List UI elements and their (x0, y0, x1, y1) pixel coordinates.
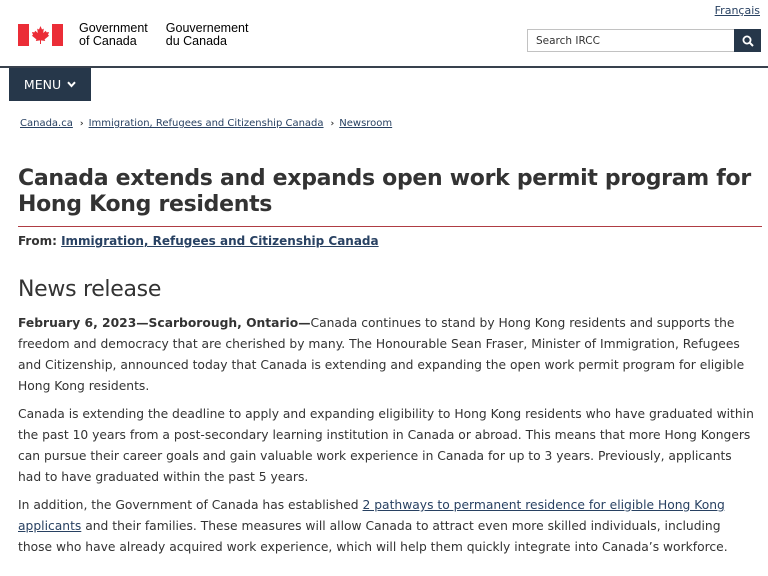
paragraph-3-text-end: and their families. These measures will allow Canada to attract even more skilled individuals, including those who have already acquired work experience, which will help them quickly integrate into Canada’s workforce. (18, 519, 728, 554)
dateline: February 6, 2023—Scarborough, Ontario— (18, 316, 311, 330)
paragraph-1 (18, 313, 758, 397)
site-header (0, 22, 768, 66)
signature-fr-line2: du Canada (165, 34, 227, 48)
menu-label: MENU (23, 77, 62, 92)
canada-flag-icon (18, 24, 63, 46)
page-title: Canada extends and expands open work permit program for Hong Kong residents (18, 166, 751, 217)
signature-en-line1: Government (79, 21, 148, 35)
title-underline (18, 226, 762, 227)
search-form (527, 29, 761, 52)
paragraph-3 (18, 495, 758, 558)
paragraph-2: Canada is extending the deadline to apply and expanding eligibility to Hong Kong residents who have graduated within the past 10 years from a post-secondary learning institution in Canada or abroad. This means that more Hong Kongers can pursue their career goals and gain valuable work experience in Canada for up to 3 years. Previously, applicants had to have graduated within the past 5 years. (18, 407, 754, 484)
signature-english (79, 22, 148, 48)
pathways-link[interactable]: 2 pathways to permanent residence for eligible Hong Kong applicants (18, 498, 725, 533)
search-input[interactable] (527, 29, 734, 52)
breadcrumb-link-ircc[interactable]: Immigration, Refugees and Citizenship Canada (88, 118, 324, 129)
from-line (18, 234, 379, 248)
paragraph-1-text: Canada continues to stand by Hong Kong residents and supports the freedom and democracy that are cherished by many. The Honourable Sean Fraser, Minister of Immigration, Refugees and Citizenship, announced today that Canada is extending and expanding the open work permit program for eligible Hong Kong residents. (18, 316, 745, 393)
signature-en-line2: of Canada (79, 34, 137, 48)
chevron-down-icon (67, 81, 76, 88)
government-of-canada-signature[interactable] (18, 22, 248, 48)
signature-french (166, 22, 249, 48)
from-department-link[interactable]: Immigration, Refugees and Citizenship Canada (61, 234, 379, 248)
header-divider (0, 66, 768, 68)
signature-fr-line1: Gouvernement (165, 21, 249, 35)
search-icon (742, 35, 754, 47)
breadcrumb-chevron-icon: › (330, 118, 335, 129)
breadcrumb-link-newsroom[interactable]: Newsroom (339, 118, 393, 129)
section-heading: News release (18, 277, 162, 302)
language-toggle-link[interactable]: Français (714, 4, 760, 17)
breadcrumb-link-canada[interactable]: Canada.ca (20, 118, 73, 129)
breadcrumb-chevron-icon: › (79, 118, 84, 129)
search-button[interactable] (734, 29, 761, 52)
from-label: From: (18, 234, 62, 248)
breadcrumb (20, 118, 392, 129)
menu-button[interactable] (9, 68, 91, 101)
paragraph-3-text-start: In addition, the Government of Canada has established (18, 498, 363, 512)
article-body (18, 313, 758, 565)
